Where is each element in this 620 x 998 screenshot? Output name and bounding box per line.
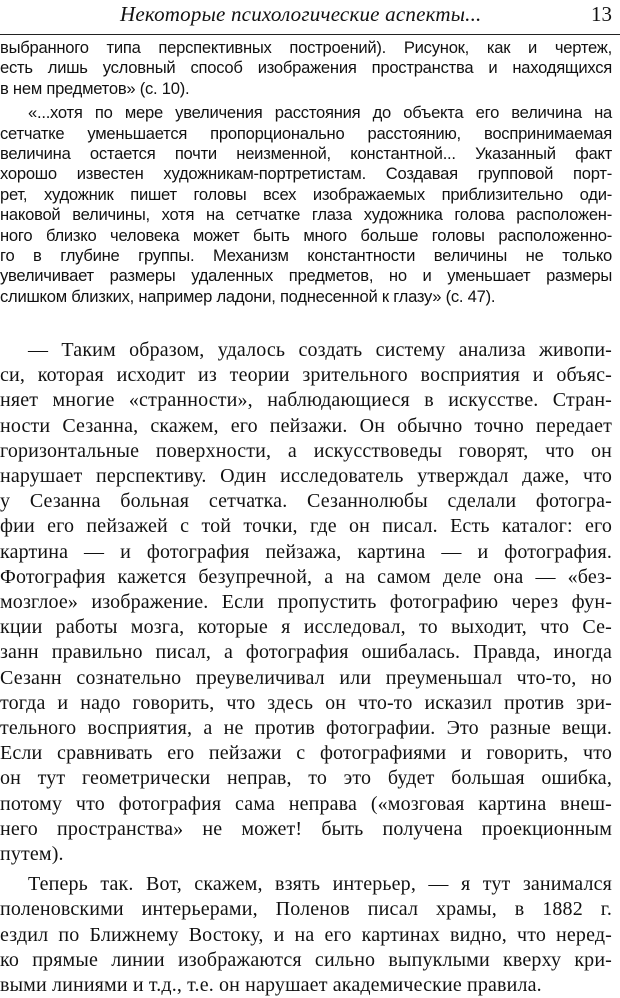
text-line: кции работы мозга, которые я исследовал, то выходит, что Се- — [0, 616, 612, 639]
text-line: си, которая исходит из теории зрительного восприятия и объяс- — [0, 364, 612, 387]
text-line: поленовскими интерьерами, Поленов писал храмы, в 1882 г. — [0, 898, 612, 921]
text-line: го в глубине группы. Механизм константности величины не только — [0, 246, 612, 266]
text-line: горизонтальные поверхности, а искусствоведы говорят, что он — [0, 439, 612, 462]
text-line: Сезанн сознательно преувеличивал или преуменьшал что-то, но — [0, 666, 612, 689]
text-line: — Таким образом, удалось создать систему анализа живопи- — [28, 339, 612, 361]
main-text — [0, 338, 612, 998]
running-head — [0, 2, 620, 32]
text-line: сетчатке уменьшается пропорционально расстоянию, воспринимаемая — [0, 123, 612, 143]
text-line: в нем предметов» (с. 10). — [0, 78, 190, 98]
text-line: величина остается почти неизменной, константной... Указанный факт — [0, 144, 612, 164]
text-line: наковой величины, хотя на сетчатке глаза художника голова расположен- — [0, 205, 612, 225]
text-line: ездил по Ближнему Востоку, и на его картинах видно, что неред- — [0, 923, 612, 946]
text-line: Фотография кажется безупречной, а на самом деле она — «без- — [0, 565, 612, 588]
text-line: Теперь так. Вот, скажем, взять интерьер, — я тут занимался — [28, 873, 612, 896]
text-line: хорошо известен художникам-портретистам. Создавая групповой порт- — [0, 164, 612, 184]
page-number: 13 — [591, 2, 612, 26]
paragraph — [0, 872, 612, 998]
text-line: путем). — [0, 843, 64, 866]
text-line: тогда и надо говорить, что здесь он что-то исказил против зри- — [0, 691, 612, 714]
text-line: выбранного типа перспективных построений). Рисунок, как и чертеж, — [0, 38, 612, 57]
text-line: мозглое» изображение. Если пропустить фотографию через фун- — [0, 591, 612, 614]
text-line: увеличивает размеры удаленных предметов, но и уменьшает размеры — [0, 266, 612, 286]
quote-block — [0, 38, 612, 307]
text-line: него пространства» не может! быть получена проекционным — [0, 817, 612, 840]
text-line: есть лишь условный способ изображения пространства и находящихся — [0, 58, 612, 78]
paragraph — [0, 338, 612, 867]
text-line: рет, художник пишет головы всех изображаемых приблизительно оди- — [0, 184, 612, 204]
header-rule — [0, 34, 620, 35]
text-line: няет многие «странности», наблюдающиеся в искусстве. Стран- — [0, 389, 612, 412]
text-line: нарушает перспективу. Один исследователь утверждал даже, что — [0, 465, 612, 488]
text-line: потому что фотография сама неправа («мозговая картина внеш- — [0, 792, 612, 815]
text-line: «...хотя по мере увеличения расстояния до объекта его величина на — [28, 103, 612, 123]
text-line: ности Сезанна, скажем, его пейзажи. Он обычно точно передает — [0, 414, 612, 437]
text-line: ко прямые линии изображаются сильно выпуклыми кверху кри- — [0, 948, 612, 971]
running-title: Некоторые психологические аспекты... — [120, 2, 482, 26]
text-line: занн правильно писал, а фотография ошибалась. Правда, иногда — [0, 641, 612, 664]
text-line: Если сравнивать его пейзажи с фотографиями и говорить, что — [0, 742, 612, 765]
text-line: выми линиями и т.д., т.е. он нарушает академические правила. — [0, 974, 542, 997]
text-line: картина — и фотография пейзажа, картина — и фотография. — [0, 540, 612, 563]
text-line: слишком близких, например ладони, поднесенной к глазу» (с. 47). — [0, 286, 496, 306]
text-line: ного близко человека может быть много больше головы расположенно- — [0, 225, 612, 245]
text-line: фии его пейзажей с той точки, где он писал. Есть каталог: его — [0, 515, 612, 538]
text-line: он тут геометрически неправ, то это будет большая ошибка, — [0, 767, 612, 790]
text-line: у Сезанна больная сетчатка. Сезаннолюбы сделали фотогра- — [0, 490, 612, 513]
text-line: тельного восприятия, а не против фотографии. Это разные вещи. — [0, 717, 612, 740]
paragraph — [0, 38, 612, 99]
paragraph — [0, 103, 612, 307]
